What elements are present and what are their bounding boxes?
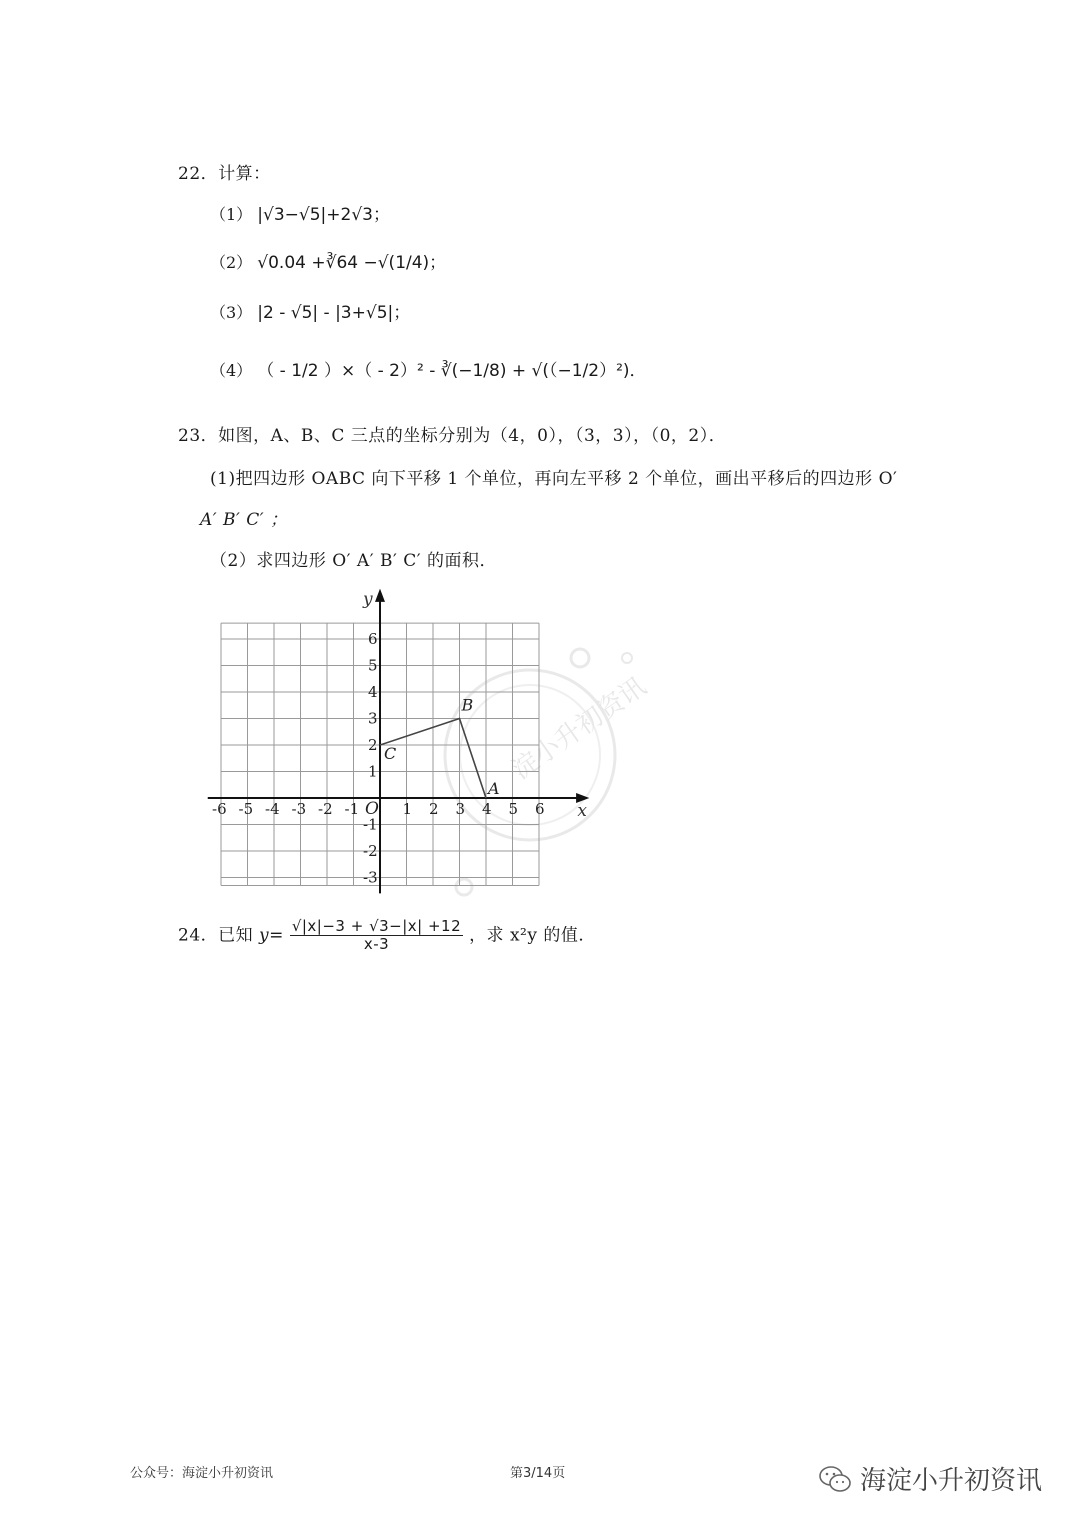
axes <box>208 589 590 894</box>
x-tick-label: -5 <box>238 800 254 818</box>
footer-account: 公众号：海淀小升初资讯 <box>130 1466 274 1481</box>
y-axis-arrow <box>375 589 385 602</box>
tick-labels <box>212 630 545 887</box>
q24-eq: = <box>269 925 284 946</box>
q24 <box>178 918 596 954</box>
x-tick-label: 5 <box>508 800 519 818</box>
y-tick-label: -3 <box>363 868 378 887</box>
footer-page-number: 第3/14页 <box>510 1466 566 1481</box>
q22-item-4-expr: （ - 1/2 ）×（ - 2）² - ∛(−1/8) + √(（−1/2）²)． <box>257 361 647 381</box>
y-tick-label: 1 <box>368 762 378 781</box>
q23-part2: （2）求四边形 O′ A′ B′ C′ 的面积． <box>210 551 497 571</box>
x-tick-label: 3 <box>455 800 466 818</box>
coordinate-grid <box>190 580 670 910</box>
y-tick-label: 5 <box>368 656 378 675</box>
y-tick-label: 2 <box>368 736 378 754</box>
point-label-a: A <box>488 779 500 798</box>
q24-suffix: ，求 x²y 的值． <box>469 925 596 946</box>
x-tick-label: -1 <box>344 800 360 818</box>
y-tick-label: 4 <box>368 683 378 701</box>
quadrilateral-oabc <box>380 696 500 799</box>
q22-item-2 <box>210 248 446 273</box>
wechat-icon <box>818 1464 852 1494</box>
q24-numerator: √|x|−3 + √3−|x| +12 <box>291 917 462 935</box>
origin-label: O <box>365 799 379 819</box>
q23-part1-line1: (1)把四边形 OABC 向下平移 1 个单位，再向左平移 2 个单位，画出平移后的四边形 O′ <box>210 469 898 489</box>
q22-item-1 <box>210 200 390 225</box>
x-tick-label: -2 <box>318 800 333 818</box>
footer-brand <box>818 1460 1042 1497</box>
watermark-text: 淀小升初资讯 <box>506 671 652 786</box>
footer-brand-text: 海淀小升初资讯 <box>860 1466 1043 1496</box>
point-label-c: C <box>384 744 397 763</box>
q22-item-1-label: （1） <box>210 205 253 224</box>
x-tick-label: 2 <box>429 800 439 818</box>
q24-prefix: 24．已知 <box>178 925 260 946</box>
q22-item-3 <box>210 298 410 323</box>
q22-item-3-label: （3） <box>210 303 253 322</box>
q22-item-4-label: （4） <box>210 361 253 380</box>
q22-item-3-expr: |2 - √5| - |3+√5|； <box>257 303 411 323</box>
q22-title: 22．计算： <box>178 164 271 184</box>
x-tick-label: -3 <box>291 800 307 818</box>
y-tick-label: -2 <box>363 842 378 860</box>
q24-denominator: x-3 <box>363 935 390 954</box>
x-tick-label: -4 <box>265 800 280 818</box>
y-tick-label: 3 <box>368 709 378 728</box>
q22-item-1-expr: |√3−√5|+2√3； <box>257 205 390 225</box>
y-axis-label: y <box>363 589 373 610</box>
x-tick-label: 1 <box>402 800 413 818</box>
q22-item-2-label: （2） <box>210 253 253 272</box>
q22-item-4 <box>210 356 647 381</box>
x-tick-label: 4 <box>482 800 492 818</box>
point-label-b: B <box>461 695 474 715</box>
y-tick-label: -1 <box>363 815 378 834</box>
q24-fraction <box>290 918 463 954</box>
y-tick-label: 6 <box>368 630 378 648</box>
q22-item-2-expr: √0.04 +∛64 −√(1/4)； <box>257 253 447 273</box>
x-tick-label: 6 <box>535 800 545 818</box>
x-axis-label: x <box>577 801 588 821</box>
q23-title: 23．如图，A、B、C 三点的坐标分别为（4，0），（3，3），（0，2）． <box>178 426 727 446</box>
x-tick-label: -6 <box>212 800 227 818</box>
q24-y-var: y <box>259 925 270 946</box>
q23-part1-line2: A′ B′ C′ ； <box>200 510 288 530</box>
